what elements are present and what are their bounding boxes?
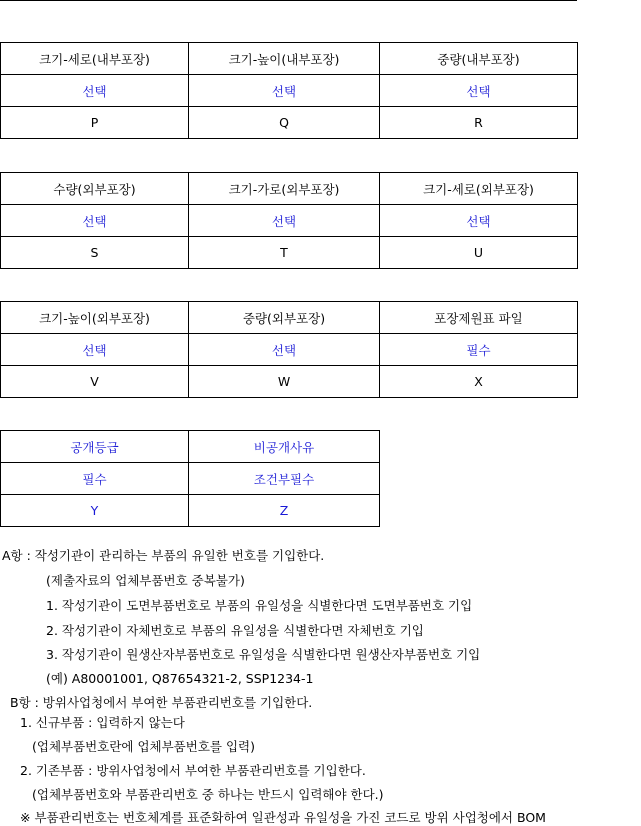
note-line: (업체부품번호와 부품관리번호 중 하나는 반드시 입력해야 한다.) [32,787,384,802]
note-line: 1. 작성기관이 도면부품번호로 부품의 유일성을 식별한다면 도면부품번호 기입 [46,598,473,613]
header-row [1,43,578,75]
field-table-2 [0,172,578,269]
requirement-cell: 선택 [189,334,380,366]
top-rule [0,0,577,1]
header-row [1,173,578,205]
header-cell: 비공개사유 [189,431,380,463]
code-cell: U [380,237,578,269]
code-row [1,366,578,398]
code-cell: Q [189,107,380,139]
requirement-row [1,205,578,237]
code-cell: Y [1,495,189,527]
requirement-cell: 필수 [1,463,189,495]
requirement-cell: 선택 [1,334,189,366]
requirement-cell: 선택 [1,75,189,107]
header-cell: 수량(외부포장) [1,173,189,205]
requirement-cell: 선택 [380,205,578,237]
header-cell: 중량(외부포장) [189,302,380,334]
field-table-4 [0,430,380,527]
header-cell: 포장제원표 파일 [380,302,578,334]
requirement-cell: 선택 [1,205,189,237]
code-cell: W [189,366,380,398]
requirement-cell: 선택 [189,205,380,237]
note-line: (제출자료의 업체부품번호 중복불가) [46,573,245,588]
field-table-3 [0,301,578,398]
code-cell: P [1,107,189,139]
note-line: 1. 신규부품 : 입력하지 않는다 [20,715,185,730]
requirement-cell: 선택 [189,75,380,107]
header-cell: 중량(내부포장) [380,43,578,75]
header-row [1,431,380,463]
code-cell: T [189,237,380,269]
header-cell: 크기-높이(내부포장) [189,43,380,75]
code-cell: R [380,107,578,139]
note-line: B항 : 방위사업청에서 부여한 부품관리번호를 기입한다. [10,695,313,710]
requirement-row [1,75,578,107]
header-cell: 크기-가로(외부포장) [189,173,380,205]
requirement-cell: 조건부필수 [189,463,380,495]
note-line: A항 : 작성기관이 관리하는 부품의 유일한 번호를 기입한다. [2,548,325,563]
header-cell: 크기-세로(내부포장) [1,43,189,75]
note-line: 2. 기존부품 : 방위사업청에서 부여한 부품관리번호를 기입한다. [20,763,366,778]
requirement-cell: 필수 [380,334,578,366]
header-cell: 공개등급 [1,431,189,463]
code-cell: S [1,237,189,269]
requirement-row [1,334,578,366]
note-line: (업체부품번호란에 업체부품번호를 입력) [32,739,255,754]
note-line: (예) A80001001, Q87654321-2, SSP1234-1 [46,671,314,686]
note-line: 2. 작성기관이 자체번호로 부품의 유일성을 식별한다면 자체번호 기입 [46,623,424,638]
requirement-row [1,463,380,495]
header-cell: 크기-세로(외부포장) [380,173,578,205]
code-row [1,107,578,139]
header-cell: 크기-높이(외부포장) [1,302,189,334]
code-row [1,495,380,527]
code-cell: Z [189,495,380,527]
header-row [1,302,578,334]
field-table-1 [0,42,578,139]
code-cell: X [380,366,578,398]
note-line: ※ 부품관리번호는 번호체계를 표준화하여 일관성과 유일성을 가진 코드로 방위 사업청에서 BOM [20,810,546,825]
code-cell: V [1,366,189,398]
code-row [1,237,578,269]
note-line: 3. 작성기관이 원생산자부품번호로 유일성을 식별한다면 원생산자부품번호 기입 [46,647,481,662]
requirement-cell: 선택 [380,75,578,107]
